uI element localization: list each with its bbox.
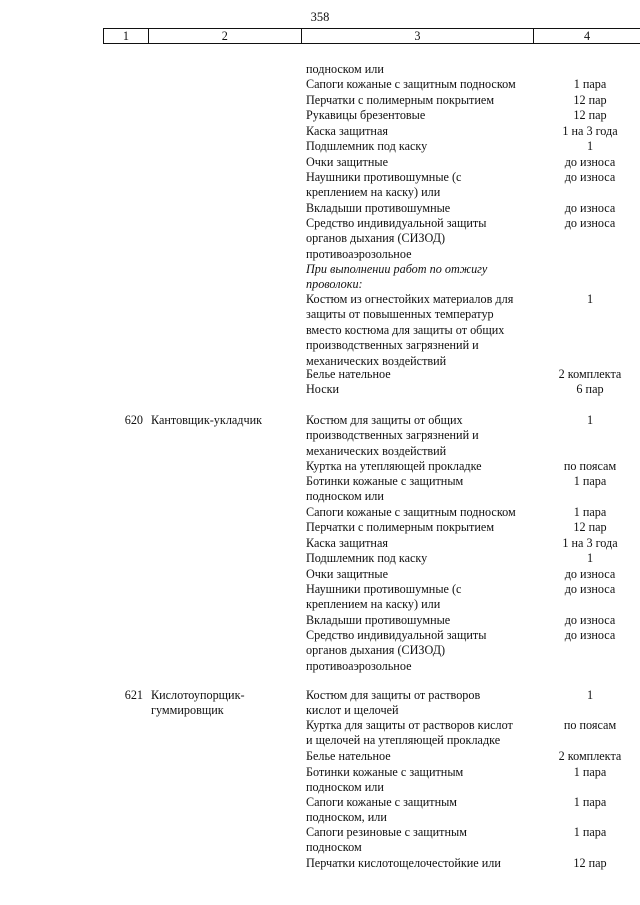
ppe-item-line: Ботинки кожаные с защитным xyxy=(306,765,464,779)
issue-norm: по поясам xyxy=(563,459,617,473)
ppe-item-line: подноском или xyxy=(306,780,384,795)
job-title-line: гуммировщик xyxy=(151,703,224,718)
row-number: 620 xyxy=(124,413,143,427)
ppe-item xyxy=(306,749,534,764)
ppe-item xyxy=(306,413,534,459)
ppe-item-line: Куртка для защиты от растворов кислот xyxy=(306,718,513,732)
ppe-item xyxy=(306,582,534,613)
ppe-item-line: подноском, или xyxy=(306,810,387,825)
ppe-item-line: Подшлемник под каску xyxy=(306,139,428,153)
ppe-item xyxy=(306,262,534,293)
ppe-item-line: Белье нательное xyxy=(306,367,391,381)
issue-norm: до износа xyxy=(564,582,616,596)
ppe-item xyxy=(306,382,534,397)
ppe-item xyxy=(306,505,534,520)
job-title xyxy=(151,413,291,428)
ppe-item xyxy=(306,201,534,216)
ppe-item xyxy=(306,155,534,170)
issue-norm: 1 xyxy=(586,139,594,153)
ppe-item xyxy=(306,825,534,856)
issue-norm: 1 пара xyxy=(573,505,607,519)
issue-norm: 1 xyxy=(586,551,594,565)
ppe-item-line: креплением на каску) или xyxy=(306,185,441,200)
ppe-item xyxy=(306,367,534,382)
issue-norm: до износа xyxy=(564,155,616,169)
ppe-item-line: Перчатки кислотощелочестойкие или xyxy=(306,856,501,870)
issue-norm: 1 пара xyxy=(573,795,607,809)
issue-norm: до износа xyxy=(564,170,616,184)
job-title-line: Кислотоупорщик- xyxy=(151,688,245,702)
issue-norm: 1 xyxy=(586,413,594,427)
issue-norm: до износа xyxy=(564,613,616,627)
page-number: 358 xyxy=(310,10,330,24)
ppe-item-line: защиты от повышенных температур xyxy=(306,307,494,322)
ppe-item-line: органов дыхания (СИЗОД) xyxy=(306,231,446,246)
ppe-item-line: Носки xyxy=(306,382,340,396)
issue-norm: 2 комплекта xyxy=(558,749,622,763)
ppe-item xyxy=(306,718,534,749)
ppe-item-line: Сапоги кожаные с защитным подноском xyxy=(306,505,516,519)
ppe-item-line: органов дыхания (СИЗОД) xyxy=(306,643,446,658)
ppe-item xyxy=(306,170,534,201)
ppe-item-line: противоаэрозольное xyxy=(306,658,412,673)
job-title-line: Кантовщик-укладчик xyxy=(151,413,263,427)
ppe-item xyxy=(306,551,534,566)
ppe-item xyxy=(306,613,534,628)
issue-norm: 1 пара xyxy=(573,474,607,488)
ppe-item xyxy=(306,93,534,108)
issue-norm: до износа xyxy=(564,201,616,215)
ppe-item xyxy=(306,77,534,92)
ppe-item-line: и щелочей на утепляющей прокладке xyxy=(306,733,501,748)
ppe-item xyxy=(306,765,534,796)
ppe-item-line: производственных загрязнений и xyxy=(306,428,479,443)
issue-norm: 6 пар xyxy=(576,382,604,396)
ppe-item xyxy=(306,795,534,826)
issue-norm: 12 пар xyxy=(573,856,607,870)
issue-norm: 12 пар xyxy=(573,520,607,534)
ppe-item-line: Костюм из огнестойких материалов для xyxy=(306,292,514,306)
ppe-item-line: Очки защитные xyxy=(306,567,388,581)
ppe-item-line: Перчатки с полимерным покрытием xyxy=(306,93,495,107)
issue-norm: 1 xyxy=(586,688,594,702)
ppe-item xyxy=(306,628,534,674)
ppe-item-line: Костюм для защиты от растворов xyxy=(306,688,481,702)
ppe-item xyxy=(306,292,534,369)
ppe-item-line: кислот и щелочей xyxy=(306,703,399,718)
ppe-item xyxy=(306,124,534,139)
ppe-item xyxy=(306,688,534,719)
ppe-item xyxy=(306,536,534,551)
issue-norm: до износа xyxy=(564,216,616,230)
ppe-item xyxy=(306,139,534,154)
ppe-item-line: Каска защитная xyxy=(306,536,388,550)
ppe-item-line: проволоки: xyxy=(306,277,363,292)
ppe-item-line: вместо костюма для защиты от общих xyxy=(306,322,505,337)
ppe-item-line: Сапоги резиновые с защитным xyxy=(306,825,467,839)
ppe-item-line: Белье нательное xyxy=(306,749,391,763)
issue-norm: 12 пар xyxy=(573,108,607,122)
issue-norm: до износа xyxy=(564,628,616,642)
ppe-item-line: Средство индивидуальной защиты xyxy=(306,216,487,230)
ppe-item-line: Перчатки с полимерным покрытием xyxy=(306,520,495,534)
ppe-item-line: подноском или xyxy=(306,62,384,76)
ppe-item-line: механических воздействий xyxy=(306,353,447,368)
issue-norm: по поясам xyxy=(563,718,617,732)
issue-norm: 1 пара xyxy=(573,825,607,839)
ppe-item-line: Сапоги кожаные с защитным xyxy=(306,795,457,809)
ppe-item-line: подноском или xyxy=(306,489,384,504)
ppe-item-line: Вкладыши противошумные xyxy=(306,201,451,215)
ppe-item-line: Наушники противошумные (с xyxy=(306,582,462,596)
ppe-item-line: Куртка на утепляющей прокладке xyxy=(306,459,482,473)
header-col-3: 3 xyxy=(302,29,535,43)
ppe-item-line: Ботинки кожаные с защитным xyxy=(306,474,464,488)
ppe-item-line: Костюм для защиты от общих xyxy=(306,413,463,427)
table-header xyxy=(103,28,640,44)
ppe-item-line: Средство индивидуальной защиты xyxy=(306,628,487,642)
issue-norm: 1 на 3 года xyxy=(562,536,618,550)
ppe-item-line: Каска защитная xyxy=(306,124,388,138)
ppe-item-line: креплением на каску) или xyxy=(306,597,441,612)
ppe-item xyxy=(306,459,534,474)
issue-norm: до износа xyxy=(564,567,616,581)
job-title xyxy=(151,688,291,719)
ppe-item xyxy=(306,567,534,582)
header-col-2: 2 xyxy=(149,29,302,43)
ppe-item xyxy=(306,474,534,505)
issue-norm: 2 комплекта xyxy=(558,367,622,381)
ppe-item-line: Рукавицы брезентовые xyxy=(306,108,426,122)
ppe-item-line: Наушники противошумные (с xyxy=(306,170,462,184)
ppe-item-line: подноском xyxy=(306,840,362,855)
header-col-1: 1 xyxy=(104,29,149,43)
ppe-item-line: механических воздействий xyxy=(306,443,447,458)
ppe-item xyxy=(306,108,534,123)
issue-norm: 1 на 3 года xyxy=(562,124,618,138)
issue-norm: 1 пара xyxy=(573,77,607,91)
header-col-4: 4 xyxy=(584,29,591,43)
row-number: 621 xyxy=(124,688,143,702)
ppe-item-line: Сапоги кожаные с защитным подноском xyxy=(306,77,516,91)
ppe-item-line: При выполнении работ по отжигу xyxy=(306,262,488,276)
ppe-item-line: производственных загрязнений и xyxy=(306,338,479,353)
ppe-item xyxy=(306,520,534,535)
ppe-item-line: Очки защитные xyxy=(306,155,388,169)
issue-norm: 1 пара xyxy=(573,765,607,779)
ppe-item xyxy=(306,216,534,262)
ppe-item-line: Подшлемник под каску xyxy=(306,551,428,565)
issue-norm: 12 пар xyxy=(573,93,607,107)
issue-norm: 1 xyxy=(586,292,594,306)
ppe-item-line: противоаэрозольное xyxy=(306,246,412,261)
ppe-item xyxy=(306,62,534,77)
ppe-item-line: Вкладыши противошумные xyxy=(306,613,451,627)
ppe-item xyxy=(306,856,534,871)
